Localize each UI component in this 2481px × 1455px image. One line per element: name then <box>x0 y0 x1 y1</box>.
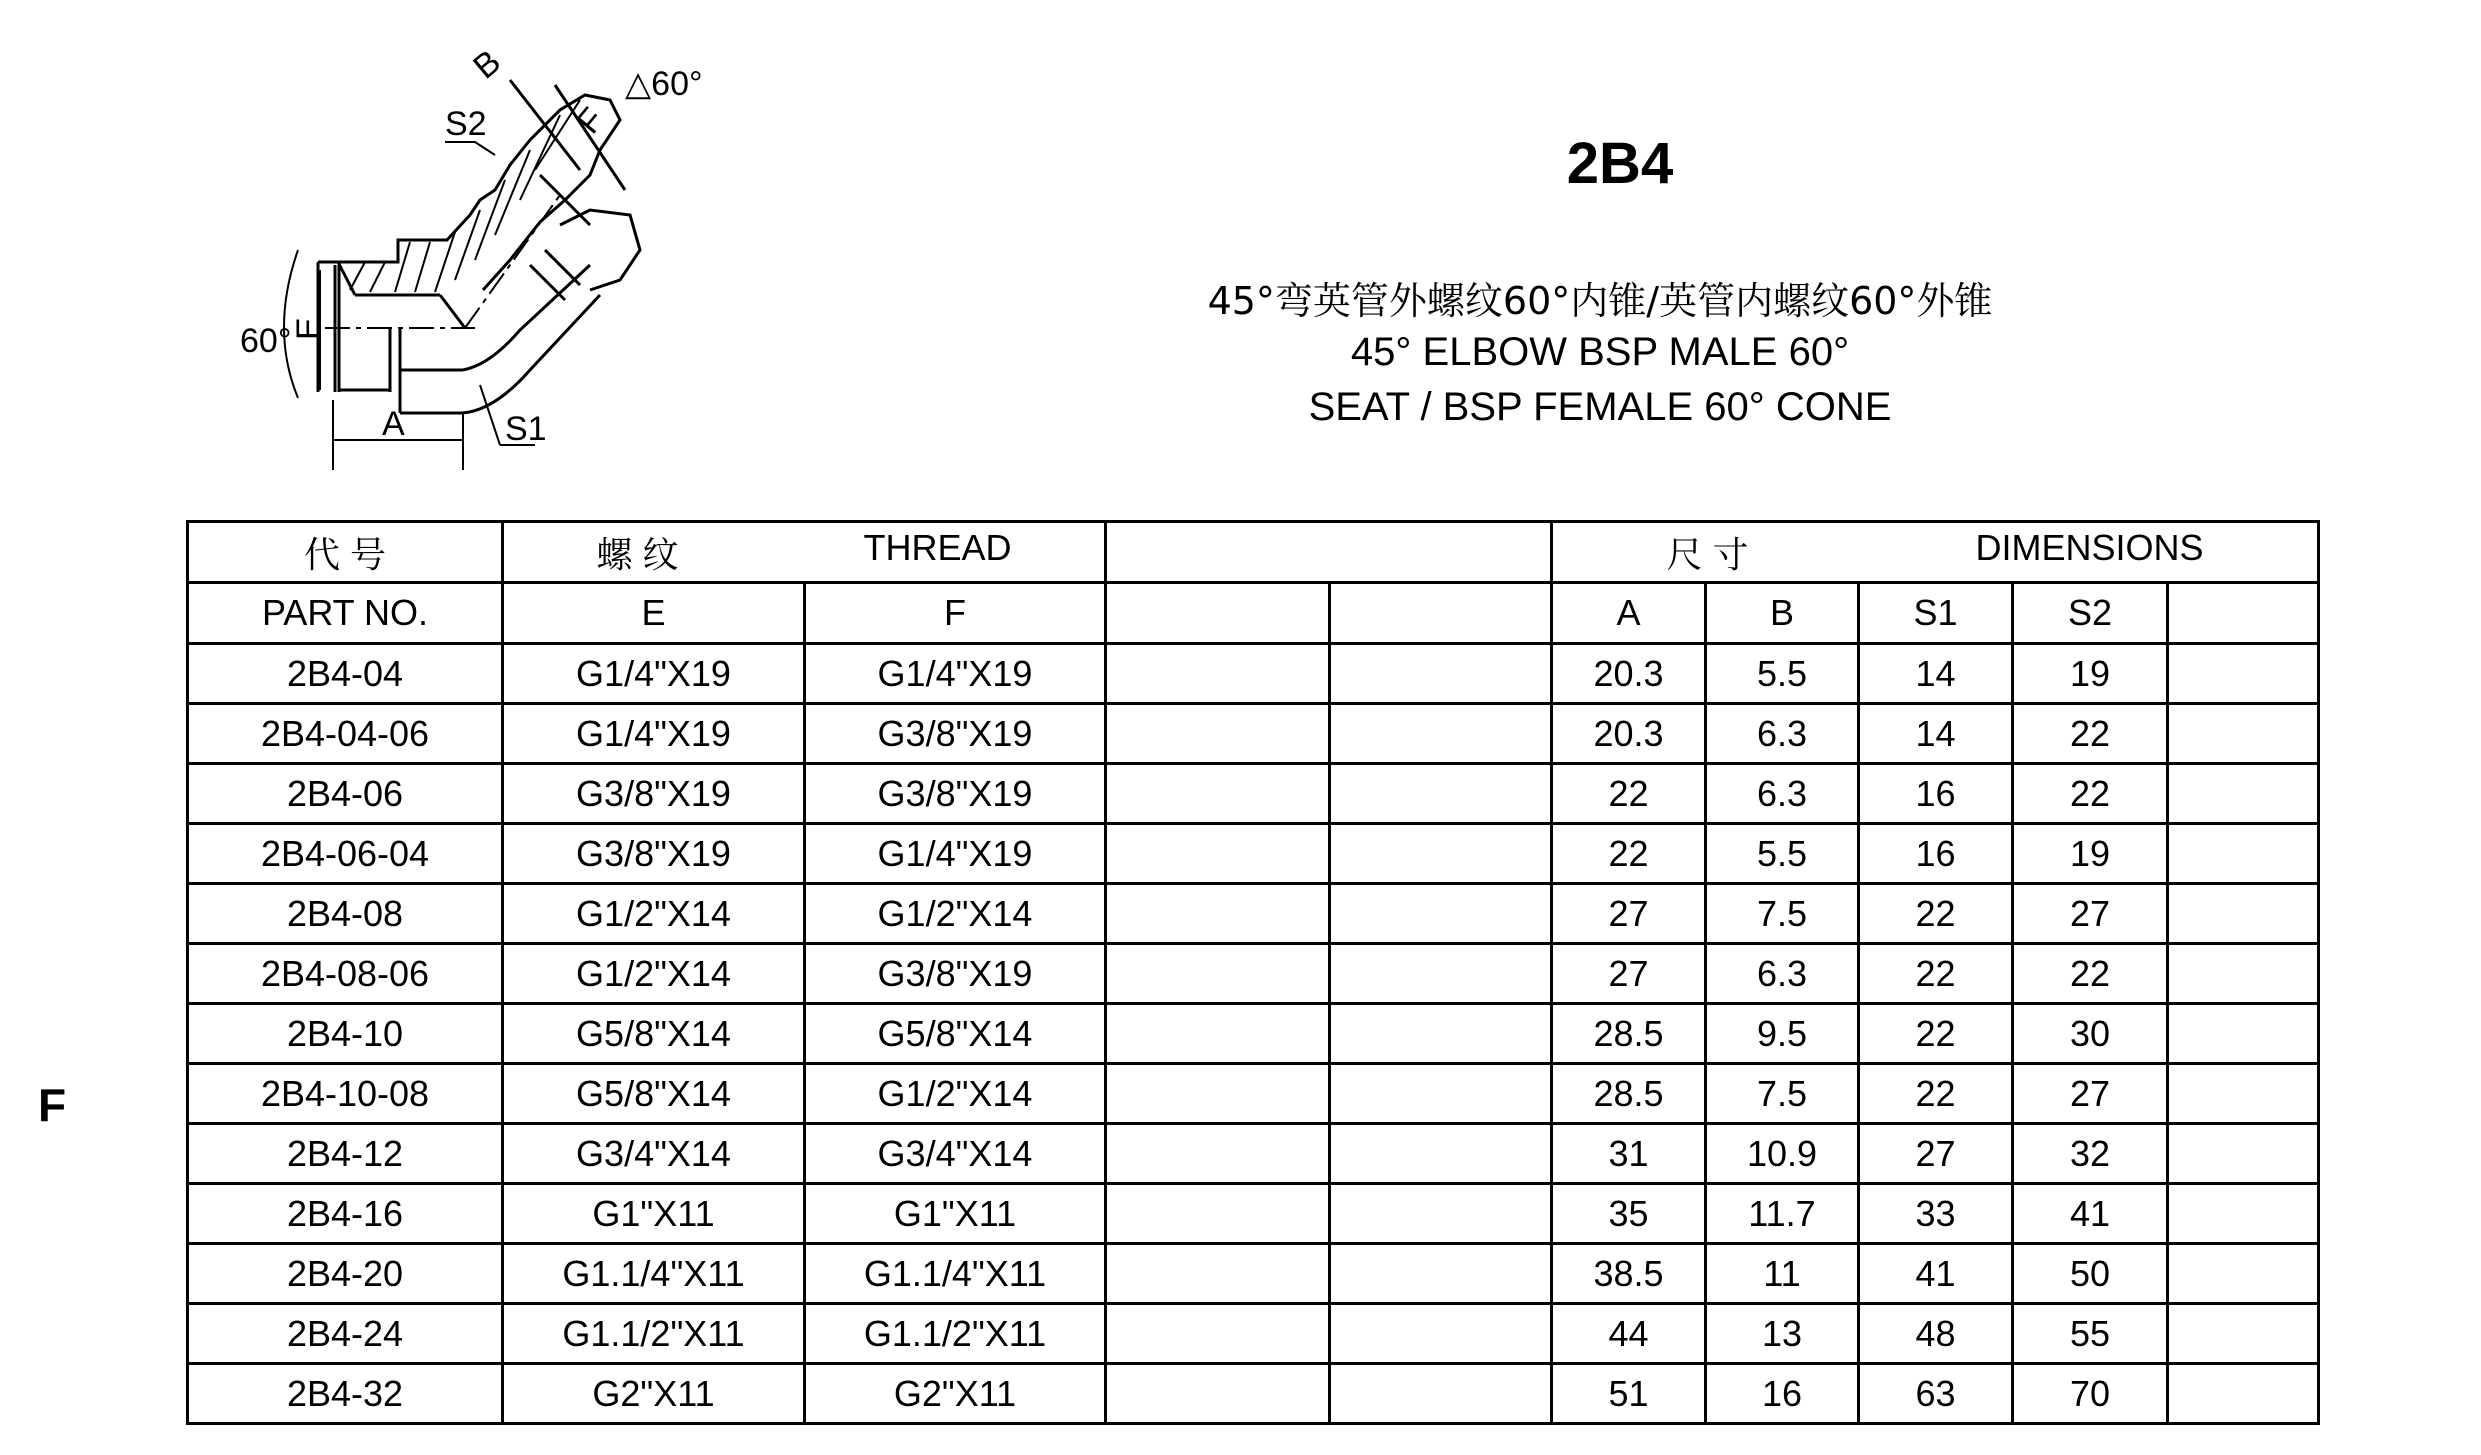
blank-cell <box>1330 1244 1552 1304</box>
cell-a: 31 <box>1552 1124 1706 1184</box>
cell-a: 44 <box>1552 1304 1706 1364</box>
cell-s2: 55 <box>2013 1304 2168 1364</box>
blank-cell <box>1330 944 1552 1004</box>
blank-cell <box>1330 1064 1552 1124</box>
blank-cell <box>1106 1124 1330 1184</box>
cell-s2: 32 <box>2013 1124 2168 1184</box>
cell-a: 22 <box>1552 764 1706 824</box>
cell-e: G5/8"X14 <box>503 1004 805 1064</box>
cell-part: 2B4-10 <box>188 1004 503 1064</box>
cell-s1: 27 <box>1859 1124 2013 1184</box>
cell-b: 10.9 <box>1706 1124 1859 1184</box>
cell-f: G3/8"X19 <box>805 764 1106 824</box>
cell-a: 20.3 <box>1552 704 1706 764</box>
cell-e: G3/8"X19 <box>503 764 805 824</box>
cell-f: G1/2"X14 <box>805 1064 1106 1124</box>
cell-part: 2B4-12 <box>188 1124 503 1184</box>
blank-cell <box>2168 704 2319 764</box>
cell-b: 5.5 <box>1706 824 1859 884</box>
table-row <box>188 824 2319 884</box>
dimensions-table <box>186 520 2320 1425</box>
label-s2: S2 <box>445 105 487 143</box>
part-no-header-cn: 代 号 <box>188 522 503 583</box>
cell-s2: 22 <box>2013 944 2168 1004</box>
cell-e: G1.1/4"X11 <box>503 1244 805 1304</box>
cell-s1: 16 <box>1859 764 2013 824</box>
col-f-header: F <box>805 583 1106 644</box>
col-s2-header: S2 <box>2013 583 2168 644</box>
section-letter: F <box>38 1079 67 1131</box>
label-angle-left: 60° <box>240 322 292 360</box>
cell-f: G1"X11 <box>805 1184 1106 1244</box>
cell-a: 27 <box>1552 884 1706 944</box>
col-e-header: E <box>503 583 805 644</box>
blank-cell <box>1106 1364 1330 1424</box>
label-angle-top: △60° <box>625 65 703 103</box>
cell-s1: 63 <box>1859 1364 2013 1424</box>
col-s1-header: S1 <box>1859 583 2013 644</box>
blank-cell <box>1106 1064 1330 1124</box>
blank-cell <box>1330 583 1552 644</box>
cell-a: 22 <box>1552 824 1706 884</box>
table-row <box>188 1304 2319 1364</box>
cell-f: G2"X11 <box>805 1364 1106 1424</box>
cell-s1: 22 <box>1859 1064 2013 1124</box>
cell-e: G2"X11 <box>503 1364 805 1424</box>
cell-part: 2B4-32 <box>188 1364 503 1424</box>
cell-s1: 14 <box>1859 644 2013 704</box>
cell-s1: 41 <box>1859 1244 2013 1304</box>
dimensions-header: 尺 寸 DIMENSIONS <box>1552 522 2319 583</box>
cell-b: 11.7 <box>1706 1184 1859 1244</box>
cell-b: 11 <box>1706 1244 1859 1304</box>
cell-b: 6.3 <box>1706 704 1859 764</box>
cell-s2: 41 <box>2013 1184 2168 1244</box>
table-row <box>188 644 2319 704</box>
blank-cell <box>1106 1004 1330 1064</box>
cell-s2: 19 <box>2013 824 2168 884</box>
cell-e: G1.1/2"X11 <box>503 1304 805 1364</box>
table-row <box>188 884 2319 944</box>
cell-part: 2B4-06-04 <box>188 824 503 884</box>
cell-e: G1/2"X14 <box>503 944 805 1004</box>
blank-cell <box>2168 1004 2319 1064</box>
cell-f: G1.1/4"X11 <box>805 1244 1106 1304</box>
cell-b: 16 <box>1706 1364 1859 1424</box>
blank-cell <box>1106 884 1330 944</box>
cell-b: 7.5 <box>1706 884 1859 944</box>
label-a: A <box>382 405 405 443</box>
page-title: 2B4 <box>1566 131 1674 196</box>
cell-a: 27 <box>1552 944 1706 1004</box>
cell-s2: 22 <box>2013 704 2168 764</box>
table-row <box>188 1004 2319 1064</box>
table-row <box>188 704 2319 764</box>
cell-part: 2B4-16 <box>188 1184 503 1244</box>
blank-cell <box>1106 704 1330 764</box>
blank-cell <box>1106 1244 1330 1304</box>
blank-cell <box>2168 644 2319 704</box>
blank-cell <box>2168 764 2319 824</box>
cell-s1: 22 <box>1859 1004 2013 1064</box>
elbow-fitting-drawing <box>200 0 900 500</box>
cell-part: 2B4-04-06 <box>188 704 503 764</box>
cell-f: G3/4"X14 <box>805 1124 1106 1184</box>
cell-b: 7.5 <box>1706 1064 1859 1124</box>
cell-s1: 16 <box>1859 824 2013 884</box>
cell-s2: 22 <box>2013 764 2168 824</box>
cell-part: 2B4-04 <box>188 644 503 704</box>
blank-cell <box>1106 644 1330 704</box>
cell-s1: 22 <box>1859 884 2013 944</box>
subtitle-english-line1: 45° ELBOW BSP MALE 60° <box>1350 330 1850 374</box>
blank-cell <box>1330 1364 1552 1424</box>
blank-cell <box>2168 1304 2319 1364</box>
cell-part: 2B4-10-08 <box>188 1064 503 1124</box>
blank-cell <box>1330 1004 1552 1064</box>
cell-part: 2B4-08-06 <box>188 944 503 1004</box>
blank-cell <box>1106 824 1330 884</box>
cell-b: 9.5 <box>1706 1004 1859 1064</box>
table-row <box>188 1244 2319 1304</box>
cell-e: G1/2"X14 <box>503 884 805 944</box>
cell-b: 6.3 <box>1706 944 1859 1004</box>
cell-e: G1"X11 <box>503 1184 805 1244</box>
cell-f: G1.1/2"X11 <box>805 1304 1106 1364</box>
cell-part: 2B4-08 <box>188 884 503 944</box>
cell-a: 35 <box>1552 1184 1706 1244</box>
thread-header: 螺 纹 THREAD <box>503 522 1106 583</box>
blank-cell <box>1106 764 1330 824</box>
label-b: B <box>466 42 509 87</box>
cell-f: G1/4"X19 <box>805 644 1106 704</box>
blank-cell <box>2168 824 2319 884</box>
cell-a: 28.5 <box>1552 1004 1706 1064</box>
blank-cell <box>1106 583 1330 644</box>
table-row <box>188 1364 2319 1424</box>
blank-cell <box>2168 884 2319 944</box>
col-a-header: A <box>1552 583 1706 644</box>
blank-cell <box>1106 1304 1330 1364</box>
cell-s1: 22 <box>1859 944 2013 1004</box>
blank-cell <box>2168 1244 2319 1304</box>
subtitle-chinese: 45°弯英管外螺纹60°内锥/英管内螺纹60°外锥 <box>1207 279 1993 323</box>
blank-cell <box>1330 824 1552 884</box>
cell-s2: 70 <box>2013 1364 2168 1424</box>
cell-f: G3/8"X19 <box>805 944 1106 1004</box>
cell-b: 6.3 <box>1706 764 1859 824</box>
blank-cell <box>1330 764 1552 824</box>
blank-cell <box>1330 1304 1552 1364</box>
cell-e: G1/4"X19 <box>503 644 805 704</box>
cell-b: 5.5 <box>1706 644 1859 704</box>
cell-f: G1/2"X14 <box>805 884 1106 944</box>
cell-f: G5/8"X14 <box>805 1004 1106 1064</box>
cell-s1: 14 <box>1859 704 2013 764</box>
table-row <box>188 1184 2319 1244</box>
cell-e: G5/8"X14 <box>503 1064 805 1124</box>
blank-cell <box>1330 1124 1552 1184</box>
table-row <box>188 1124 2319 1184</box>
blank-cell <box>2168 1124 2319 1184</box>
cell-s1: 33 <box>1859 1184 2013 1244</box>
blank-cell <box>2168 944 2319 1004</box>
table-row <box>188 944 2319 1004</box>
blank-cell <box>1106 944 1330 1004</box>
label-e: E <box>290 317 328 340</box>
cell-e: G3/4"X14 <box>503 1124 805 1184</box>
blank-cell <box>1330 1184 1552 1244</box>
part-no-header: PART NO. <box>188 583 503 644</box>
cell-s2: 50 <box>2013 1244 2168 1304</box>
col-b-header: B <box>1706 583 1859 644</box>
label-f: F <box>569 100 612 142</box>
cell-f: G3/8"X19 <box>805 704 1106 764</box>
table-row <box>188 1064 2319 1124</box>
cell-e: G1/4"X19 <box>503 704 805 764</box>
cell-f: G1/4"X19 <box>805 824 1106 884</box>
cell-a: 38.5 <box>1552 1244 1706 1304</box>
cell-a: 28.5 <box>1552 1064 1706 1124</box>
subtitle-english-line2: SEAT / BSP FEMALE 60° CONE <box>1308 385 1892 429</box>
blank-cell <box>1330 704 1552 764</box>
cell-part: 2B4-24 <box>188 1304 503 1364</box>
cell-a: 51 <box>1552 1364 1706 1424</box>
label-s1: S1 <box>505 410 547 448</box>
header-row-2 <box>188 583 2319 644</box>
cell-s2: 30 <box>2013 1004 2168 1064</box>
blank-cell <box>2168 1184 2319 1244</box>
cell-e: G3/8"X19 <box>503 824 805 884</box>
header-row-1 <box>188 522 2319 583</box>
blank-cell <box>1106 1184 1330 1244</box>
cell-s2: 27 <box>2013 1064 2168 1124</box>
cell-part: 2B4-20 <box>188 1244 503 1304</box>
blank-cell <box>2168 1064 2319 1124</box>
blank-header <box>1106 522 1552 583</box>
cell-s2: 19 <box>2013 644 2168 704</box>
table-row <box>188 764 2319 824</box>
blank-cell <box>2168 583 2319 644</box>
cell-s2: 27 <box>2013 884 2168 944</box>
cell-a: 20.3 <box>1552 644 1706 704</box>
cell-s1: 48 <box>1859 1304 2013 1364</box>
blank-cell <box>1330 644 1552 704</box>
blank-cell <box>1330 884 1552 944</box>
blank-cell <box>2168 1364 2319 1424</box>
cell-b: 13 <box>1706 1304 1859 1364</box>
cell-part: 2B4-06 <box>188 764 503 824</box>
